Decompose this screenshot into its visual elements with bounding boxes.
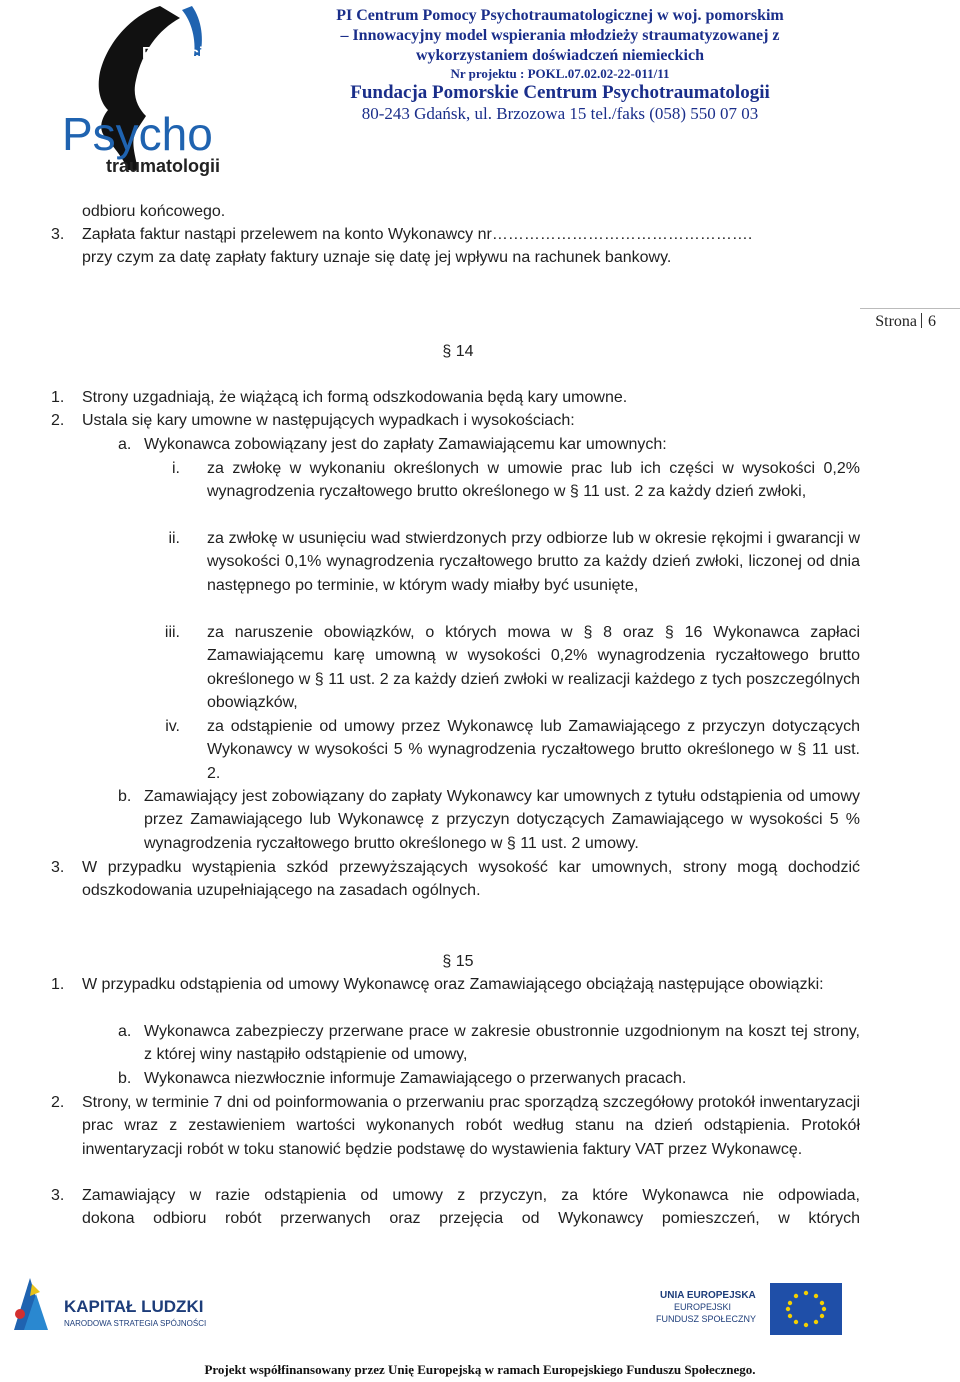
page-number-label: Strona	[875, 313, 917, 330]
s14-a-i-number: i.	[172, 460, 180, 477]
s15-b: Wykonawca niezwłocznie informuje Zamawiającego o przerwanych pracach.	[144, 1070, 687, 1087]
page-number-rule	[860, 308, 960, 309]
item-3-line-2: przy czym za datę zapłaty faktury uznaje się datę jej wpływu na rachunek bankowy.	[82, 249, 672, 266]
s14-a-ii-number: ii.	[168, 530, 180, 547]
s15-b-number: b.	[118, 1070, 132, 1087]
kapital-ludzki-logo	[6, 1270, 236, 1340]
s14-a: Wykonawca zobowiązany jest do zapłaty Zamawiającemu kar umownych:	[144, 436, 667, 453]
logo-text-pomorskie: Pomorskie	[142, 65, 224, 82]
s14-a-iii: za naruszenie obowiązków, o których mowa w § 8 oraz § 16 Wykonawca zapłaci Zamawiającemu karę umowną w wysokości 0,2% wynagrodzenia ryczałtowego brutto określonego w § 11 ust. 2 za każdy dzień zwłoki w realizacji każdego z tych poszczególnych obowiązków,	[207, 624, 860, 712]
eu-text-line-1: UNIA EUROPEJSKA	[660, 1290, 756, 1301]
logo-text-traumatologii: traumatologii	[106, 156, 221, 176]
eu-graphic	[656, 1283, 926, 1339]
page-number-divider	[921, 313, 922, 328]
logo-text-fundacja: Fundacja	[142, 45, 213, 62]
s14-item-1-number: 1.	[51, 389, 65, 406]
footer-cofinancing-note: Projekt współfinansowany przez Unię Europejską w ramach Europejskiego Funduszu Społecznego.	[204, 1362, 756, 1377]
s15-item-3-line-2: dokona odbioru robót przerwanych oraz przejęcia od Wykonawcy pomieszczeń, w których	[82, 1210, 860, 1227]
s14-a-ii: za zwłokę w usunięciu wad stwierdzonych przy odbiorze lub w okresie rękojmi i gwarancji w wysokości 0,1% wynagrodzenia ryczałtowego brutto za każdy dzień zwłoki, liczonej od dnia następnego po terminie, w którym wady miałby być usunięte,	[207, 530, 860, 594]
s15-item-3-number: 3.	[51, 1187, 65, 1204]
logo-graphic	[42, 0, 252, 185]
header-organization: Fundacja Pomorskie Centrum Psychotraumatologii	[350, 82, 770, 103]
eu-text-line-2: EUROPEJSKI	[674, 1302, 732, 1312]
s14-b-number: b.	[118, 788, 132, 805]
section-15-title: § 15	[442, 953, 474, 970]
s15-item-2: Strony, w terminie 7 dni od poinformowania o przerwaniu prac sporządzą szczegółowy protokół inwentaryzacji prac wraz z zestawieniem wartości wykonanych robót według stanu na dzień odstąpienia. Protokół inwentaryzacji robót w toku stanowić będzie podstawę do wystawienia faktury VAT przez Wykonawcę.	[82, 1094, 860, 1158]
kapital-ludzki-subtitle: NARODOWA STRATEGIA SPÓJNOŚCI	[64, 1319, 207, 1328]
s14-a-iv: za odstąpienie od umowy przez Wykonawcę lub Zamawiającego z przyczyn dotyczących Wykonawcy w wysokości 5 % wynagrodzenia ryczałtowego brutto określonego w § 11 ust. 2.	[207, 718, 860, 782]
s14-a-iv-number: iv.	[165, 718, 180, 735]
s15-a: Wykonawca zabezpieczy przerwane prace w zakresie obustronnie uzgodnionym na koszt tej strony, z której winy nastąpiło odstąpienie od umowy,	[144, 1023, 860, 1064]
continuation-line: odbioru końcowego.	[82, 203, 226, 220]
item-3-number: 3.	[51, 226, 65, 243]
header-project-number: Nr projektu : POKL.07.02.02-22-011/11	[450, 66, 670, 81]
s15-a-number: a.	[118, 1023, 132, 1040]
s14-a-i: za zwłokę w wykonaniu określonych w umowie prac lub ich części w wysokości 0,2% wynagrodzenia ryczałtowego brutto określonego w § 11 ust. 2 za każdy dzień zwłoki,	[207, 460, 860, 501]
eu-logo	[656, 1283, 926, 1339]
s15-item-1: W przypadku odstąpienia od umowy Wykonawcę oraz Zamawiającego obciążają następujące obowiązki:	[82, 976, 824, 993]
s14-item-2-number: 2.	[51, 412, 65, 429]
logo-text-centrum: Centrum	[142, 85, 208, 102]
s14-a-number: a.	[118, 436, 132, 453]
logo-text-psycho: Psycho	[62, 108, 213, 160]
kapital-ludzki-graphic	[6, 1270, 236, 1340]
s14-item-1: Strony uzgadniają, że wiążącą ich formą odszkodowania będą kary umowne.	[82, 389, 628, 406]
s15-item-2-number: 2.	[51, 1094, 65, 1111]
page-number	[875, 313, 936, 331]
page-number-value: 6	[928, 313, 936, 330]
s14-item-2: Ustala się kary umowne w następujących wypadkach i wysokościach:	[82, 412, 575, 429]
section-14-heading	[0, 340, 960, 363]
foundation-logo	[42, 0, 252, 185]
kapital-ludzki-title: KAPITAŁ LUDZKI	[64, 1297, 204, 1316]
item-3-line-1: Zapłata faktur nastąpi przelewem na konto Wykonawcy nr………………………………………….	[82, 226, 753, 243]
section-14-title: § 14	[442, 343, 474, 360]
s14-item-3: W przypadku wystąpienia szkód przewyższających wysokość kar umownych, strony mogą dochodzić odszkodowania uzupełniającego na zasadach ogólnych.	[82, 859, 860, 900]
section-15-heading	[0, 950, 960, 973]
s15-item-3-line-1: Zamawiający w razie odstąpienia od umowy z przyczyn, za które Wykonawca nie odpowiada,	[82, 1187, 860, 1204]
s14-item-3-number: 3.	[51, 859, 65, 876]
header-project-line-2: – Innowacyjny model wspierania młodzieży straumatyzowanej z	[340, 27, 780, 44]
s15-item-1-number: 1.	[51, 976, 65, 993]
header-project-line-3: wykorzystaniem doświadczeń niemieckich	[416, 47, 704, 64]
s14-a-iii-number: iii.	[164, 624, 180, 641]
header-project-line-1: PI Centrum Pomocy Psychotraumatologicznej w woj. pomorskim	[336, 7, 784, 24]
eu-text-line-3: FUNDUSZ SPOŁECZNY	[656, 1314, 757, 1324]
header-address: 80-243 Gdańsk, ul. Brzozowa 15 tel./faks (058) 550 07 03	[361, 104, 759, 123]
s14-b: Zamawiający jest zobowiązany do zapłaty Wykonawcy kar umownych z tytułu odstąpienia od umowy przez Zamawiającego lub Wykonawcę z przyczyn dotyczących Zamawiającego w wysokości 5 % wynagrodzenia ryczałtowego brutto określonego w § 11 ust. 2 umowy.	[144, 788, 860, 852]
